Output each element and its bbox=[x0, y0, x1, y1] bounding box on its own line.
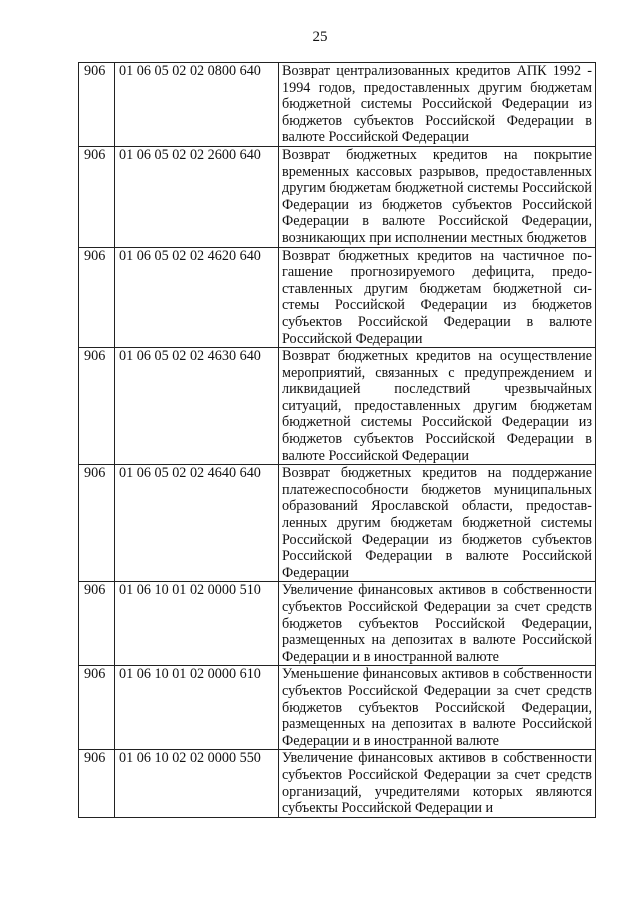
admin-code-cell: 906 bbox=[79, 247, 115, 348]
budget-code-cell: 01 06 10 01 02 0000 610 bbox=[115, 666, 279, 750]
budget-code-cell: 01 06 05 02 02 4620 640 bbox=[115, 247, 279, 348]
table-row bbox=[79, 63, 596, 147]
budget-classification-table bbox=[78, 62, 596, 818]
table-row bbox=[79, 146, 596, 247]
admin-code-cell: 906 bbox=[79, 582, 115, 666]
admin-code-cell: 906 bbox=[79, 666, 115, 750]
admin-code-cell: 906 bbox=[79, 63, 115, 147]
description-cell: Возврат бюджетных кредитов на покрытие временных кассовых разрывов, предоставленных другим бюджетам бюджетной системы Российской Федерации из бюджетов субъектов Российской Федерации в валюте Российской Федерации, возникающих при исполнении местных бюджетов bbox=[279, 146, 596, 247]
admin-code-cell: 906 bbox=[79, 348, 115, 465]
description-cell: Возврат централизованных кредитов АПК 1992 - 1994 годов, предоставленных другим бюджетам бюджетной системы Российской Федерации из бюджетов субъектов Российской Федерации в валюте Российской Федерации bbox=[279, 63, 596, 147]
budget-code-cell: 01 06 05 02 02 4640 640 bbox=[115, 465, 279, 582]
description-cell: Уменьшение финансовых активов в собственности субъектов Российской Федерации за счет средств бюджетов субъектов Российской Федерации, размещенных на депозитах в валюте Российской Федерации и в иностранной валюте bbox=[279, 666, 596, 750]
budget-code-cell: 01 06 05 02 02 4630 640 bbox=[115, 348, 279, 465]
table-row bbox=[79, 582, 596, 666]
description-cell: Возврат бюджетных кредитов на частичное погашение прогнозируемого дефицита, предоставленных другим бюджетам бюджетной системы Российской Федерации из бюджетов субъектов Российской Федерации в валюте Российской Федерации bbox=[279, 247, 596, 348]
description-cell: Возврат бюджетных кредитов на осуществление мероприятий, связанных с предупреждением и ликвидацией последствий чрезвычайных ситуаций, предоставленных другим бюджетам бюджетной системы Российской Федерации из бюджетов субъектов Российской Федерации в валюте Российской Федерации bbox=[279, 348, 596, 465]
description-cell: Возврат бюджетных кредитов на поддержание платежеспособности бюджетов муниципальных образований Ярославской области, предоставленных другим бюджетам бюджетной системы Российской Федерации из бюджетов субъектов Российской Федерации в валюте Российской Федерации bbox=[279, 465, 596, 582]
table-row bbox=[79, 348, 596, 465]
admin-code-cell: 906 bbox=[79, 146, 115, 247]
budget-code-cell: 01 06 10 02 02 0000 550 bbox=[115, 750, 279, 817]
description-cell: Увеличение финансовых активов в собственности субъектов Российской Федерации за счет средств организаций, учредителями которых являются субъекты Российской Федерации и bbox=[279, 750, 596, 817]
budget-code-cell: 01 06 05 02 02 2600 640 bbox=[115, 146, 279, 247]
table-row bbox=[79, 465, 596, 582]
admin-code-cell: 906 bbox=[79, 465, 115, 582]
description-cell: Увеличение финансовых активов в собственности субъектов Российской Федерации за счет средств бюджетов субъектов Российской Федерации, размещенных на депозитах в валюте Российской Федерации и в иностранной валюте bbox=[279, 582, 596, 666]
table-row bbox=[79, 750, 596, 817]
admin-code-cell: 906 bbox=[79, 750, 115, 817]
table-row bbox=[79, 247, 596, 348]
budget-code-cell: 01 06 10 01 02 0000 510 bbox=[115, 582, 279, 666]
budget-code-cell: 01 06 05 02 02 0800 640 bbox=[115, 63, 279, 147]
page-number: 25 bbox=[312, 29, 328, 45]
table-row bbox=[79, 666, 596, 750]
